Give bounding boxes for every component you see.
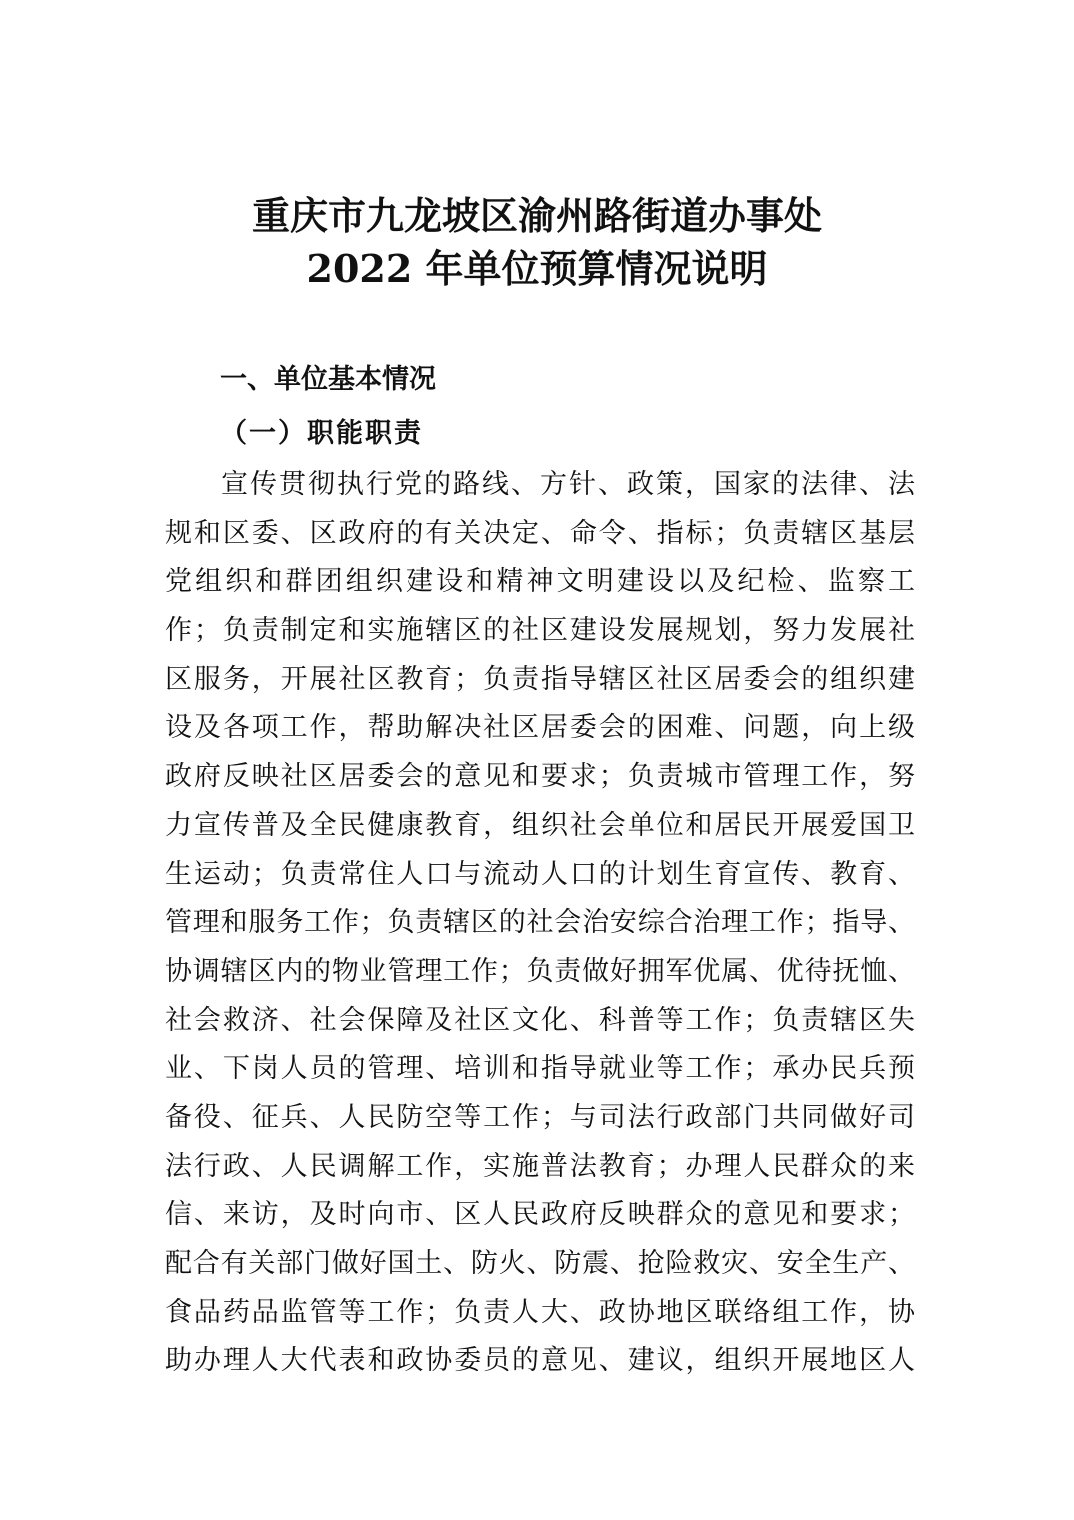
body-line: 区服务，开展社区教育；负责指导辖区社区居委会的组织建 xyxy=(165,663,915,695)
body-line: 生运动；负责常住人口与流动人口的计划生育宣传、教育、 xyxy=(165,858,915,890)
body-line: 规和区委、区政府的有关决定、命令、指标；负责辖区基层 xyxy=(165,517,915,549)
body-line: 作；负责制定和实施辖区的社区建设发展规划，努力发展社 xyxy=(165,615,915,647)
body-paragraph xyxy=(165,461,915,1386)
body-line: 食品药品监管等工作；负责人大、政协地区联络组工作，协 xyxy=(165,1296,915,1328)
body-line: 党组织和群团组织建设和精神文明建设以及纪检、监察工 xyxy=(165,566,915,598)
document-title-line2: 2022 年单位预算情况说明 xyxy=(306,246,768,291)
body-line: 宣传贯彻执行党的路线、方针、政策，国家的法律、法 xyxy=(221,469,915,500)
body-line: 信、来访，及时向市、区人民政府反映群众的意见和要求； xyxy=(165,1199,915,1231)
body-line: 配合有关部门做好国土、防火、防震、抢险救灾、安全生产、 xyxy=(165,1248,915,1279)
body-line: 管理和服务工作；负责辖区的社会治安综合治理工作；指导、 xyxy=(165,907,915,939)
body-line: 设及各项工作，帮助解决社区居委会的困难、问题，向上级 xyxy=(165,712,915,744)
body-line: 法行政、人民调解工作，实施普法教育；办理人民群众的来 xyxy=(165,1150,915,1182)
sub-heading: （一）职能职责 xyxy=(220,418,423,449)
body-line: 备役、征兵、人民防空等工作；与司法行政部门共同做好司 xyxy=(165,1101,915,1133)
body-line: 业、下岗人员的管理、培训和指导就业等工作；承办民兵预 xyxy=(165,1053,915,1085)
body-line: 社会救济、社会保障及社区文化、科普等工作；负责辖区失 xyxy=(165,1004,915,1036)
body-line: 政府反映社区居委会的意见和要求；负责城市管理工作，努 xyxy=(165,761,915,793)
document-title-line1: 重庆市九龙坡区渝州路街道办事处 xyxy=(251,193,822,238)
section-heading: 一、单位基本情况 xyxy=(220,364,436,395)
body-line: 力宣传普及全民健康教育，组织社会单位和居民开展爱国卫 xyxy=(165,809,915,841)
body-line: 助办理人大代表和政协委员的意见、建议，组织开展地区人 xyxy=(165,1345,915,1377)
body-line: 协调辖区内的物业管理工作；负责做好拥军优属、优待抚恤、 xyxy=(165,955,915,987)
